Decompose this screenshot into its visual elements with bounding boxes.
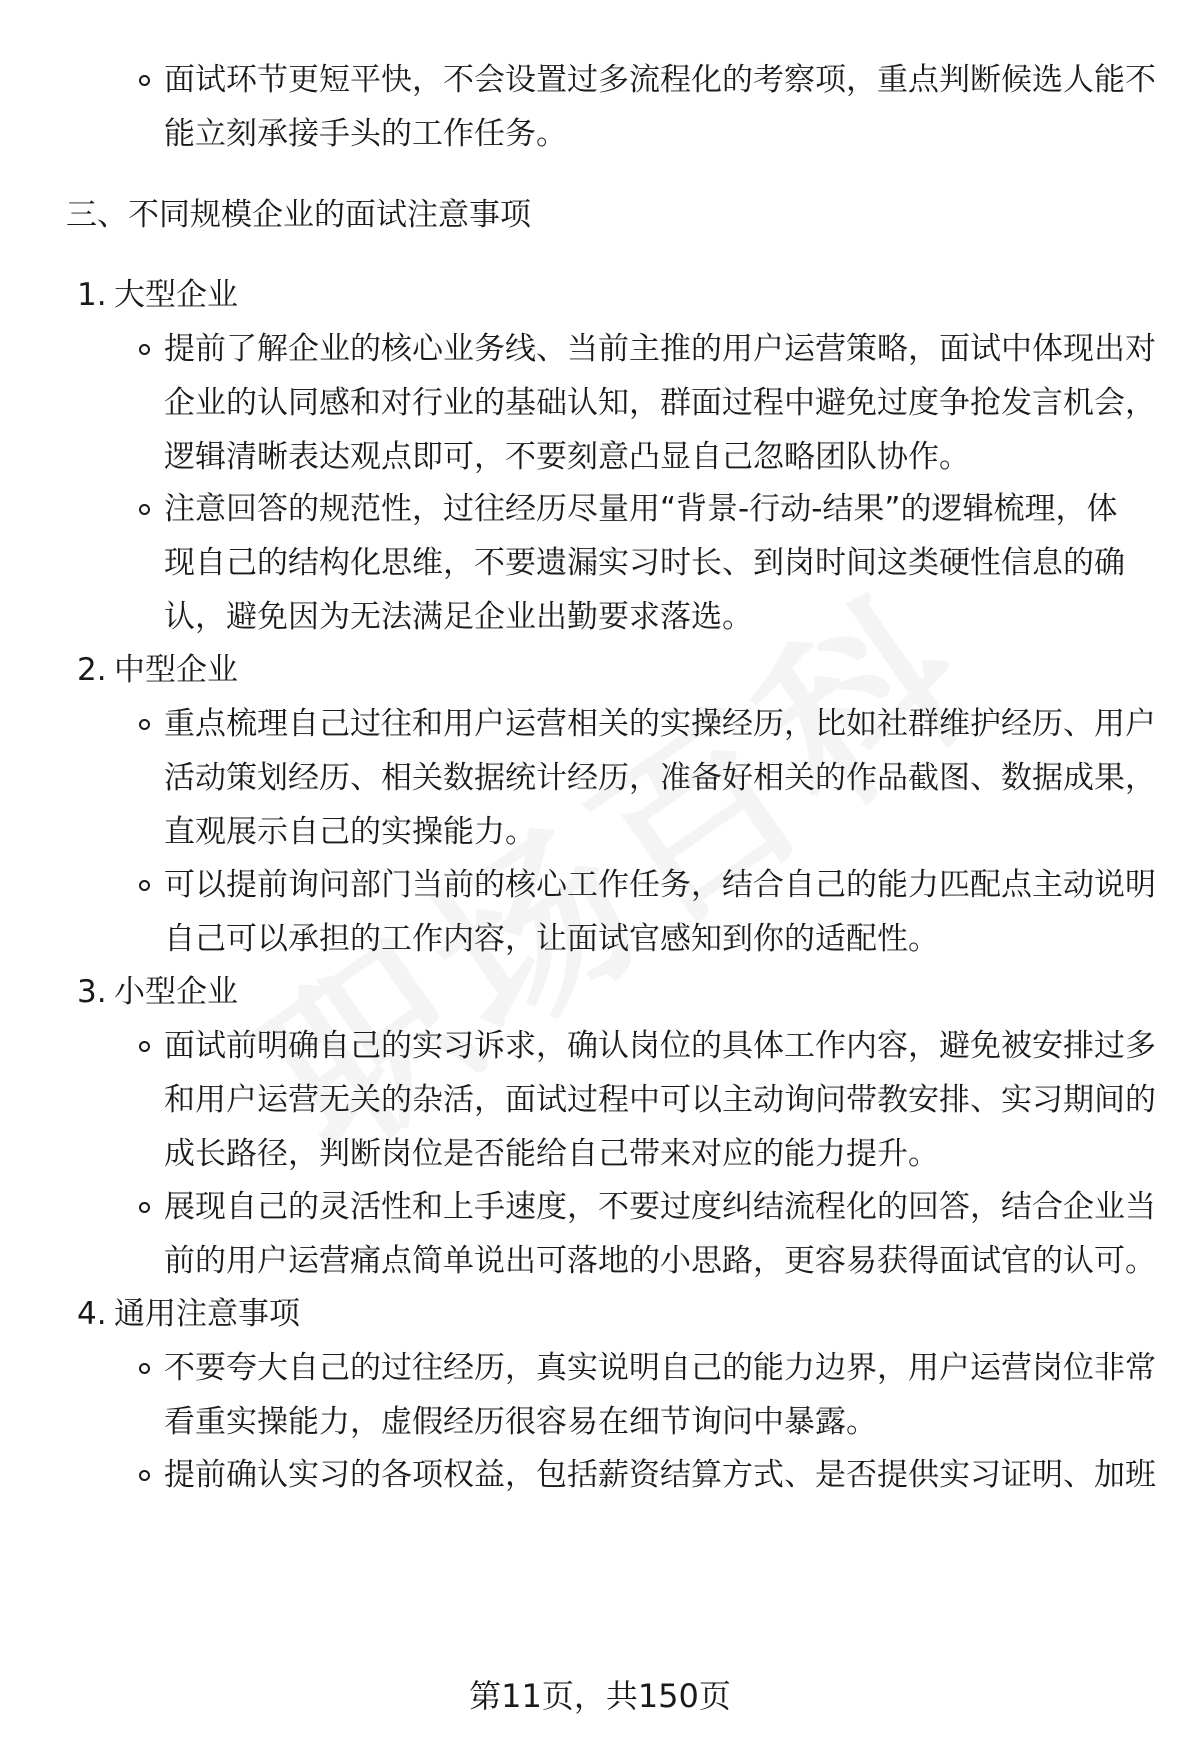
text-line: 展现自己的灵活性和上手速度，不要过度纠结流程化的回答，结合企业当 xyxy=(164,1189,1156,1225)
text-line: 企业的认同感和对行业的基础认知，群面过程中避免过度争抢发言机会， xyxy=(164,385,1156,421)
text-line: 面试前明确自己的实习诉求，确认岗位的具体工作内容，避免被安排过多 xyxy=(164,1028,1156,1064)
bullet-marker xyxy=(139,344,150,355)
text-line: 自己可以承担的工作内容，让面试官感知到你的适配性。 xyxy=(164,921,939,957)
bullet-marker xyxy=(139,1041,150,1052)
subsection-heading: 大型企业 xyxy=(114,277,238,313)
bullet-marker xyxy=(139,1470,150,1481)
bullet-marker xyxy=(139,1202,150,1213)
text-line: 活动策划经历、相关数据统计经历，准备好相关的作品截图、数据成果， xyxy=(164,760,1156,796)
text-line: 注意回答的规范性，过往经历尽量用“背景-行动-结果”的逻辑梳理，体 xyxy=(164,491,1118,527)
page-footer: 第11页，共150页 xyxy=(469,1677,731,1715)
bullet-marker xyxy=(139,880,150,891)
subsection-heading: 小型企业 xyxy=(114,974,238,1010)
text-line: 成长路径，判断岗位是否能给自己带来对应的能力提升。 xyxy=(164,1136,939,1172)
text-line: 提前了解企业的核心业务线、当前主推的用户运营策略，面试中体现出对 xyxy=(164,331,1156,367)
bullet-marker xyxy=(139,1363,150,1374)
text-line: 现自己的结构化思维，不要遗漏实习时长、到岗时间这类硬性信息的确 xyxy=(164,545,1125,581)
bullet-marker xyxy=(139,719,150,730)
text-line: 提前确认实习的各项权益，包括薪资结算方式、是否提供实习证明、加班 xyxy=(164,1457,1156,1493)
text-line: 前的用户运营痛点简单说出可落地的小思路，更容易获得面试官的认可。 xyxy=(164,1243,1156,1279)
bullet-marker xyxy=(139,75,150,86)
text-line: 逻辑清晰表达观点即可，不要刻意凸显自己忽略团队协作。 xyxy=(164,439,970,475)
list-number: 4. xyxy=(77,1296,107,1332)
text-line: 直观展示自己的实操能力。 xyxy=(164,814,536,850)
text-line: 和用户运营无关的杂活，面试过程中可以主动询问带教安排、实习期间的 xyxy=(164,1082,1156,1118)
text-line: 重点梳理自己过往和用户运营相关的实操经历，比如社群维护经历、用户 xyxy=(164,706,1156,742)
list-number: 2. xyxy=(77,652,107,688)
text-line: 认，避免因为无法满足企业出勤要求落选。 xyxy=(164,599,753,635)
text-line: 能立刻承接手头的工作任务。 xyxy=(164,116,567,152)
text-line: 看重实操能力，虚假经历很容易在细节询问中暴露。 xyxy=(164,1404,877,1440)
subsection-heading: 通用注意事项 xyxy=(114,1296,300,1332)
text-line: 可以提前询问部门当前的核心工作任务，结合自己的能力匹配点主动说明 xyxy=(164,867,1156,903)
text-line: 不要夸大自己的过往经历，真实说明自己的能力边界，用户运营岗位非常 xyxy=(164,1350,1156,1386)
text-line: 面试环节更短平快，不会设置过多流程化的考察项，重点判断候选人能不 xyxy=(164,62,1156,98)
list-number: 3. xyxy=(77,974,107,1010)
bullet-marker xyxy=(139,504,150,515)
subsection-heading: 中型企业 xyxy=(114,652,238,688)
list-number: 1. xyxy=(77,277,107,313)
section-heading: 三、不同规模企业的面试注意事项 xyxy=(66,197,531,233)
